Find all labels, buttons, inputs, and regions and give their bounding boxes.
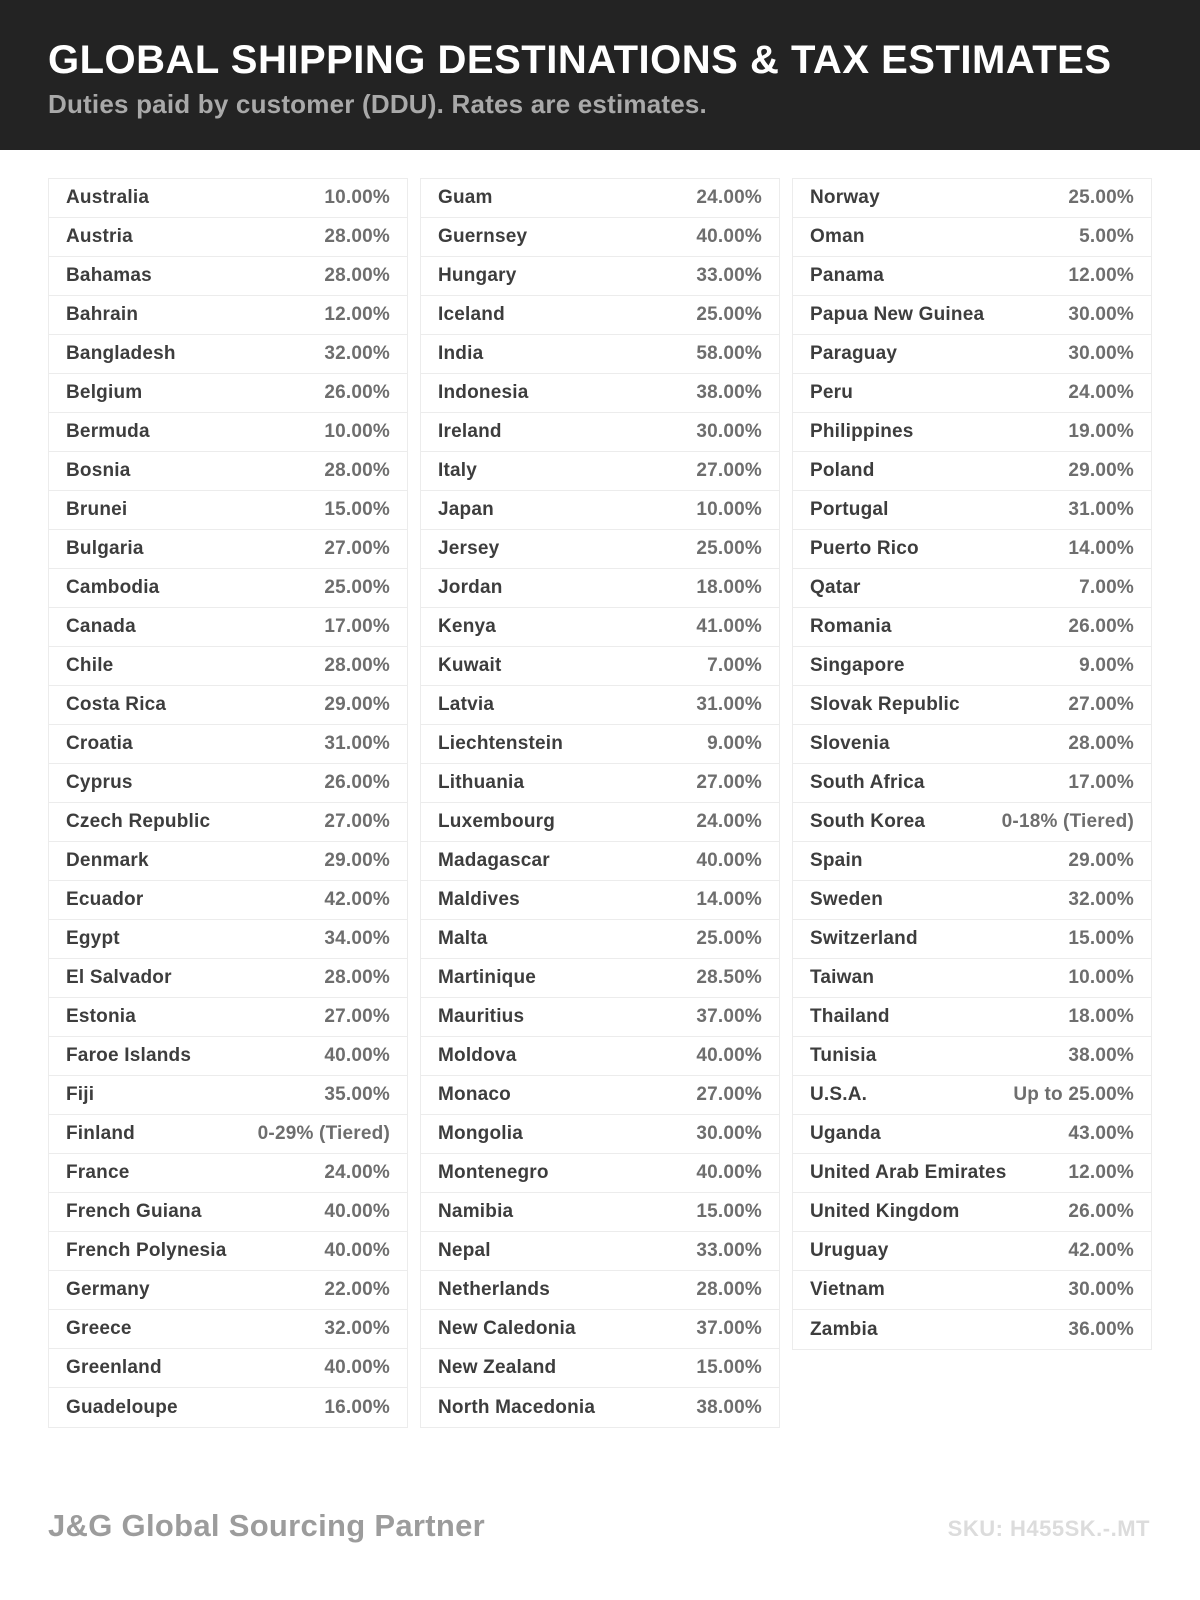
tax-rate: 29.00% [1068,850,1134,871]
table-row [49,218,407,257]
tax-rate: 26.00% [1068,1201,1134,1222]
country-name: Lithuania [438,772,525,793]
table-row [793,1154,1151,1193]
tax-rate: 26.00% [324,382,390,403]
tax-rate: 40.00% [696,850,762,871]
tax-rate: 32.00% [324,343,390,364]
country-name: Costa Rica [66,694,167,715]
country-name: Bulgaria [66,538,144,559]
country-name: Guernsey [438,226,528,247]
country-name: Sweden [810,889,883,910]
table-row [421,764,779,803]
table-row [49,803,407,842]
table-row [421,257,779,296]
country-name: Brunei [66,499,128,520]
tax-rate: 40.00% [324,1201,390,1222]
table-row [49,920,407,959]
tax-rate: 22.00% [324,1279,390,1300]
table-row [49,1271,407,1310]
country-name: Belgium [66,382,143,403]
tax-rate: 10.00% [696,499,762,520]
table-row [49,452,407,491]
tax-rate: 25.00% [324,577,390,598]
table-row [49,881,407,920]
tax-rate: 24.00% [696,811,762,832]
tax-rate: 31.00% [696,694,762,715]
table-row [49,569,407,608]
table-row [793,1037,1151,1076]
tax-rate: 12.00% [1068,1162,1134,1183]
tax-rate: 42.00% [324,889,390,910]
tax-rate: 25.00% [696,538,762,559]
country-name: French Guiana [66,1201,202,1222]
country-name: Iceland [438,304,505,325]
table-row [49,296,407,335]
country-name: French Polynesia [66,1240,227,1261]
country-name: Romania [810,616,892,637]
country-name: Greece [66,1318,132,1339]
tax-rate: 58.00% [696,343,762,364]
tax-rate: 28.00% [696,1279,762,1300]
country-name: Moldova [438,1045,517,1066]
tax-rate: 27.00% [696,772,762,793]
country-name: Cyprus [66,772,133,793]
country-name: Canada [66,616,136,637]
tax-rate: 32.00% [324,1318,390,1339]
country-name: Australia [66,187,150,208]
table-row [793,257,1151,296]
country-name: Jordan [438,577,503,598]
country-name: Panama [810,265,885,286]
table-row [421,1310,779,1349]
table-row [793,686,1151,725]
table-row [421,569,779,608]
country-name: U.S.A. [810,1084,868,1105]
tax-rate: 30.00% [1068,343,1134,364]
tax-rate: 9.00% [707,733,762,754]
country-name: Namibia [438,1201,514,1222]
country-name: North Macedonia [438,1396,596,1418]
table-row [421,491,779,530]
tax-rate: 29.00% [1068,460,1134,481]
table-row [793,1232,1151,1271]
country-name: Bahamas [66,265,152,286]
country-name: Chile [66,655,114,676]
table-row [793,725,1151,764]
tax-rate: 7.00% [707,655,762,676]
country-name: Madagascar [438,850,550,871]
country-name: Estonia [66,1006,137,1027]
country-name: Germany [66,1279,150,1300]
country-name: Denmark [66,850,149,871]
country-name: Thailand [810,1006,890,1027]
table-row [793,764,1151,803]
table-row [793,1310,1151,1349]
table-row [49,1037,407,1076]
country-name: Kuwait [438,655,502,676]
tax-rate: 42.00% [1068,1240,1134,1261]
country-name: Fiji [66,1084,95,1105]
table-row [421,686,779,725]
table-row [421,959,779,998]
country-name: Peru [810,382,854,403]
tax-rate: 40.00% [324,1240,390,1261]
table-row [49,842,407,881]
table-row [421,374,779,413]
table-row [49,179,407,218]
table-row [49,1310,407,1349]
country-name: Czech Republic [66,811,211,832]
tax-rate: 38.00% [696,1396,762,1418]
table-row [49,257,407,296]
table-row [421,530,779,569]
table-row [421,452,779,491]
tax-rate: 30.00% [1068,304,1134,325]
country-name: Ecuador [66,889,144,910]
tax-rate: 15.00% [696,1357,762,1378]
sku-label: SKU: H455SK.-.MT [947,1516,1150,1541]
table-row [421,1388,779,1427]
table-row [49,998,407,1037]
country-name: Zambia [810,1318,878,1340]
tax-rate: 24.00% [696,187,762,208]
country-name: Finland [66,1123,135,1144]
country-name: Kenya [438,616,497,637]
tax-rate: 38.00% [1068,1045,1134,1066]
country-name: Bosnia [66,460,131,481]
country-name: Monaco [438,1084,511,1105]
tax-rate: 30.00% [696,1123,762,1144]
tax-rate: 9.00% [1079,655,1134,676]
tax-rate: 40.00% [324,1357,390,1378]
tax-rate: 0-18% (Tiered) [1001,811,1134,832]
country-name: Egypt [66,928,120,949]
country-name: Austria [66,226,133,247]
country-name: Slovenia [810,733,890,754]
table-row [421,1076,779,1115]
tax-rate: 27.00% [1068,694,1134,715]
country-name: Faroe Islands [66,1045,192,1066]
table-row [421,1154,779,1193]
table-row [793,179,1151,218]
table-row [793,413,1151,452]
tax-rate: 41.00% [696,616,762,637]
tax-rate-grid [48,178,1152,1428]
country-name: Papua New Guinea [810,304,985,325]
country-name: United Kingdom [810,1201,960,1222]
tax-rate: 40.00% [696,226,762,247]
rate-column [48,178,408,1428]
table-row [49,374,407,413]
table-row [793,218,1151,257]
table-row [421,1271,779,1310]
table-row [793,530,1151,569]
country-name: South Korea [810,811,926,832]
country-name: New Caledonia [438,1318,576,1339]
table-row [421,881,779,920]
tax-rate: 15.00% [1068,928,1134,949]
country-name: Nepal [438,1240,491,1261]
tax-rate: 30.00% [1068,1279,1134,1300]
country-name: Oman [810,226,865,247]
table-row [421,335,779,374]
table-row [793,803,1151,842]
table-row [49,959,407,998]
country-name: Philippines [810,421,914,442]
table-row [793,920,1151,959]
country-name: Bermuda [66,421,150,442]
country-name: Bangladesh [66,343,176,364]
country-name: Bahrain [66,304,139,325]
table-row [421,296,779,335]
country-name: Netherlands [438,1279,551,1300]
table-row [793,608,1151,647]
table-row [793,1076,1151,1115]
country-name: Spain [810,850,863,871]
table-row [49,530,407,569]
table-row [793,1193,1151,1232]
country-name: Tunisia [810,1045,877,1066]
tax-rate: 24.00% [324,1162,390,1183]
table-row [49,1232,407,1271]
tax-rate: 27.00% [696,1084,762,1105]
country-name: Croatia [66,733,133,754]
table-row [421,803,779,842]
country-name: Uruguay [810,1240,889,1261]
table-row [421,218,779,257]
rate-column [792,178,1152,1350]
country-name: Malta [438,928,488,949]
country-name: Poland [810,460,875,481]
table-row [421,1115,779,1154]
country-name: Guam [438,187,493,208]
tax-rate: 29.00% [324,694,390,715]
tax-rate: 10.00% [324,187,390,208]
table-row [421,920,779,959]
table-row [793,374,1151,413]
tax-rate: 25.00% [1068,187,1134,208]
country-name: Slovak Republic [810,694,960,715]
country-name: Mongolia [438,1123,523,1144]
tax-rate: 35.00% [324,1084,390,1105]
tax-rate: 28.50% [696,967,762,988]
tax-rate: 7.00% [1079,577,1134,598]
tax-rate: 5.00% [1079,226,1134,247]
country-name: Singapore [810,655,905,676]
country-name: India [438,343,484,364]
country-name: Japan [438,499,494,520]
country-name: El Salvador [66,967,172,988]
table-row [49,1193,407,1232]
country-name: Montenegro [438,1162,549,1183]
country-name: Latvia [438,694,495,715]
rate-column [420,178,780,1428]
country-name: Puerto Rico [810,538,919,559]
tax-rate: 10.00% [324,421,390,442]
tax-rate: 43.00% [1068,1123,1134,1144]
tax-rate: 33.00% [696,1240,762,1261]
country-name: Liechtenstein [438,733,564,754]
table-row [421,842,779,881]
page-header [0,0,1200,150]
country-name: Cambodia [66,577,160,598]
tax-rate: 40.00% [324,1045,390,1066]
table-row [793,1271,1151,1310]
table-row [421,725,779,764]
country-name: Italy [438,460,478,481]
tax-rate: 12.00% [1068,265,1134,286]
country-name: Maldives [438,889,520,910]
country-name: Guadeloupe [66,1396,178,1418]
tax-rate: 25.00% [696,928,762,949]
tax-rate: 29.00% [324,850,390,871]
tax-rate: 28.00% [324,265,390,286]
tax-rate: 34.00% [324,928,390,949]
tax-rate: 26.00% [324,772,390,793]
table-row [793,296,1151,335]
tax-rate: 0-29% (Tiered) [257,1123,390,1144]
table-row [49,725,407,764]
tax-rate: 24.00% [1068,382,1134,403]
tax-rate: 40.00% [696,1162,762,1183]
table-row [421,179,779,218]
tax-rate: 27.00% [324,811,390,832]
tax-rate: 12.00% [324,304,390,325]
table-row [49,335,407,374]
country-name: Taiwan [810,967,875,988]
country-name: Paraguay [810,343,898,364]
tax-rate: 26.00% [1068,616,1134,637]
tax-rate: 30.00% [696,421,762,442]
brand-name: J&G Global Sourcing Partner [48,1508,486,1543]
tax-rate: 15.00% [324,499,390,520]
country-name: Mauritius [438,1006,525,1027]
page-footer [48,1508,1150,1544]
tax-rate: 27.00% [324,1006,390,1027]
tax-rate: 28.00% [324,226,390,247]
country-name: Ireland [438,421,502,442]
table-row [421,608,779,647]
page-title: GLOBAL SHIPPING DESTINATIONS & TAX ESTIMATES [48,38,1112,82]
tax-rate: 40.00% [696,1045,762,1066]
tax-rate: 37.00% [696,1006,762,1027]
tax-rate: 28.00% [324,967,390,988]
table-row [793,452,1151,491]
table-row [793,491,1151,530]
table-row [49,1154,407,1193]
country-name: Qatar [810,577,861,598]
tax-rate: 31.00% [324,733,390,754]
tax-rate: 14.00% [696,889,762,910]
tax-rate: 27.00% [324,538,390,559]
country-name: United Arab Emirates [810,1162,1007,1183]
tax-rate: 14.00% [1068,538,1134,559]
table-row [49,1349,407,1388]
country-name: New Zealand [438,1357,557,1378]
tax-rate: 15.00% [696,1201,762,1222]
table-row [49,686,407,725]
country-name: Hungary [438,265,517,286]
table-row [421,1037,779,1076]
table-row [49,764,407,803]
tax-rate: 28.00% [1068,733,1134,754]
table-row [421,1232,779,1271]
table-row [49,491,407,530]
table-row [793,959,1151,998]
tax-rate: 10.00% [1068,967,1134,988]
tax-rate: 28.00% [324,655,390,676]
tax-rate: 37.00% [696,1318,762,1339]
country-name: France [66,1162,130,1183]
table-row [49,647,407,686]
tax-rate: 16.00% [324,1396,390,1418]
table-row [793,647,1151,686]
country-name: Jersey [438,538,500,559]
table-row [49,1115,407,1154]
table-row [49,1388,407,1427]
table-row [793,569,1151,608]
tax-rate: 31.00% [1068,499,1134,520]
table-row [421,998,779,1037]
tax-rate: 32.00% [1068,889,1134,910]
country-name: Norway [810,187,880,208]
country-name: Martinique [438,967,537,988]
table-row [793,881,1151,920]
country-name: Luxembourg [438,811,556,832]
tax-rate: Up to 25.00% [1013,1084,1134,1105]
tax-rate: 17.00% [324,616,390,637]
tax-rate: 25.00% [696,304,762,325]
tax-rate: 38.00% [696,382,762,403]
country-name: Vietnam [810,1279,885,1300]
table-row [421,647,779,686]
table-row [793,335,1151,374]
country-name: South Africa [810,772,925,793]
page-subtitle: Duties paid by customer (DDU). Rates are estimates. [48,89,707,119]
tax-rate: 36.00% [1068,1318,1134,1340]
country-name: Switzerland [810,928,918,949]
table-row [49,1076,407,1115]
table-row [421,413,779,452]
tax-rate: 17.00% [1068,772,1134,793]
country-name: Uganda [810,1123,881,1144]
country-name: Indonesia [438,382,529,403]
country-name: Greenland [66,1357,162,1378]
tax-rate: 28.00% [324,460,390,481]
table-row [421,1349,779,1388]
table-row [793,998,1151,1037]
table-row [49,608,407,647]
tax-rate: 18.00% [696,577,762,598]
table-row [793,842,1151,881]
table-row [49,413,407,452]
table-row [421,1193,779,1232]
country-name: Portugal [810,499,889,520]
tax-rate: 18.00% [1068,1006,1134,1027]
tax-rate: 33.00% [696,265,762,286]
tax-rate: 19.00% [1068,421,1134,442]
tax-rate: 27.00% [696,460,762,481]
table-row [793,1115,1151,1154]
